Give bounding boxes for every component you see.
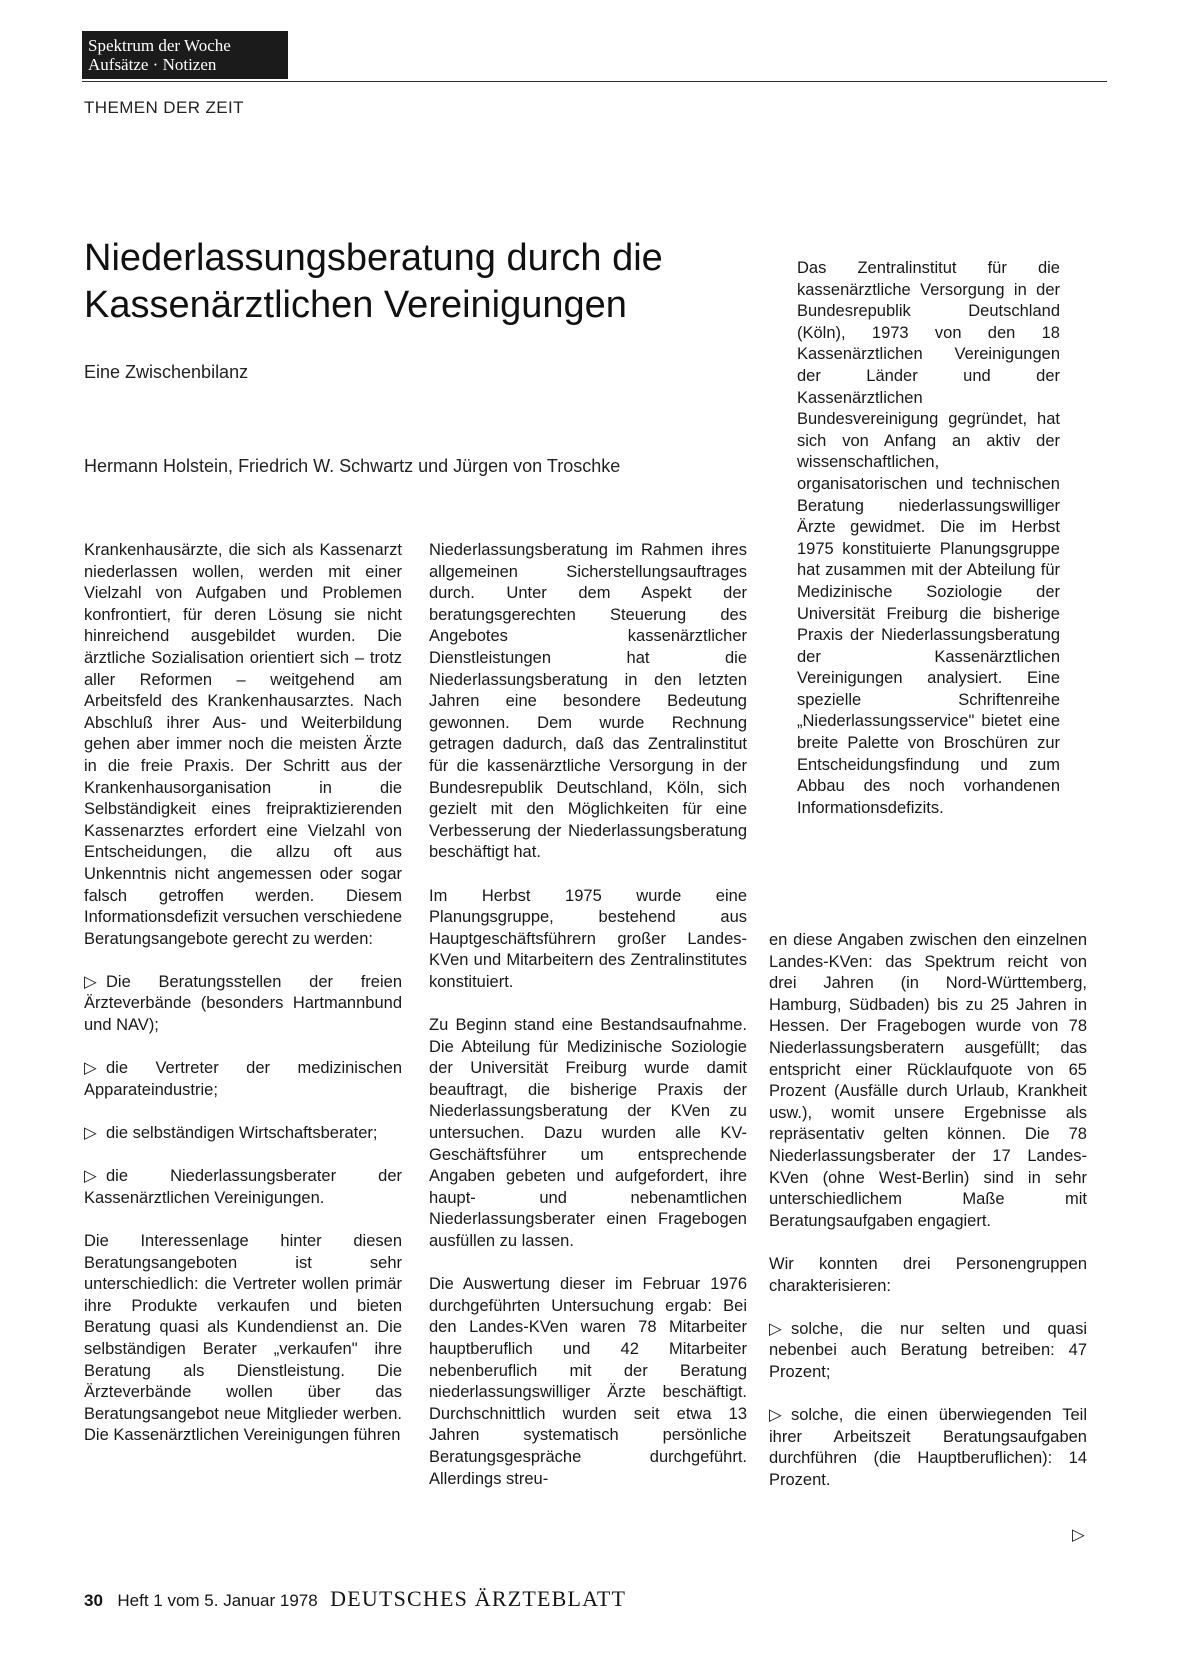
page-footer	[84, 1586, 626, 1612]
article-subtitle: Eine Zwischenbilanz	[84, 362, 249, 382]
sidebar-paragraph: Das Zentralinstitut für die kassenärztliche Versorgung in der Bundesrepublik Deutschland (Köln), 1973 von den 18 Kassenärztlichen Vereinigungen der Länder und der Kassenärztlichen Bundesvereinigung gegründet, hat sich von Anfang an aktiv der wissenschaftlichen, organisatorischen und technischen Beratung niederlassungswilliger Ärzte gewidmet. Die im Herbst 1975 konstituierte Planungsgruppe hat zusammen mit der Abteilung für Medizinische Soziologie der Universität Freiburg die bisherige Praxis der Niederlassungsberatung der Kassenärztlichen Vereinigungen analysiert. Eine spezielle Schriftenreihe „Niederlassungsservice" bietet eine breite Palette von Broschüren zur Entscheidungsfindung und zum Abbau des noch vorhandenen Informationsdefizits.	[797, 259, 1060, 817]
list-item	[84, 1058, 402, 1101]
column-2	[429, 540, 747, 1490]
column-3	[769, 930, 1087, 1491]
paragraph-intro: Krankenhausärzte, die sich als Kassenarzt niederlassen wollen, werden mit einer Vielzahl von Aufgaben und Problemen konfrontiert, für deren Lösung sie nicht hinreichend ausgebildet wurden. Die ärztliche Sozialisation orientiert sich – trotz aller Reformen – weitgehend am Arbeitsfeld des Krankenhausarztes. Nach Abschluß ihrer Aus- und Weiterbildung gehen aber immer noch die meisten Ärzte in die freie Praxis. Der Schritt aus der Krankenhausorganisation in die Selbständigkeit eines freipraktizierenden Kassenarztes erfordert eine Vielzahl von Entscheidungen, die allzu oft aus Unkenntnis nicht angemessen oder sogar falsch getroffen werden. Diesem Informationsdefizit versuchen verschiedene Beratungsangebote gerecht zu werden:	[84, 541, 402, 948]
paragraph-results: en diese Angaben zwischen den einzelnen Landes-KVen: das Spektrum reicht von drei Jahren (in Nord-Württemberg, Hamburg, Südbaden) bis zu 25 Jahren in Hessen. Der Fragebogen wurde von 78 Niederlassungsberatern ausgefüllt; das entspricht einer Rücklaufquote von 65 Prozent (Ausfälle durch Urlaub, Krankheit usw.), womit unsere Ergebnisse als repräsentativ gelten können. Die 78 Niederlassungsberater der 17 Landes-KVen (ohne West-Berlin) sind in sehr unterschiedlichem Maße mit Beratungsaufgaben engagiert.	[769, 931, 1087, 1230]
triangle-bullet-icon: ▷	[84, 1059, 97, 1078]
list-item	[84, 972, 402, 1037]
list-item	[769, 1405, 1087, 1491]
list-item-text: solche, die einen überwiegenden Teil ihrer Arbeitszeit Beratungsaufgaben durchführen (die Hauptberuflichen): 14 Prozent.	[769, 1406, 1087, 1489]
triangle-bullet-icon: ▷	[769, 1319, 782, 1338]
list-item	[84, 1166, 402, 1209]
journal-name: DEUTSCHES ÄRZTEBLATT	[330, 1586, 627, 1611]
list-item-text: die selbständigen Wirtschaftsberater;	[106, 1124, 378, 1143]
paragraph-groups: Wir konnten drei Personengruppen charakterisieren:	[769, 1254, 1087, 1295]
list-item-text: die Vertreter der medizinischen Apparateindustrie;	[84, 1059, 402, 1099]
page-number: 30	[84, 1591, 103, 1610]
paragraph-interests: Die Interessenlage hinter diesen Beratungsangeboten ist sehr unterschiedlich: die Vertreter wollen primär ihre Produkte verkaufen und bieten Beratung quasi als Kundendienst an. Die selbständigen Berater „verkaufen" ihre Beratung als Dienstleistung. Die Ärzteverbände wollen über das Beratungsangebot neue Mitglieder werben. Die Kassenärztlichen Vereinigungen führen	[84, 1232, 402, 1445]
triangle-bullet-icon: ▷	[769, 1406, 782, 1425]
list-item	[769, 1319, 1087, 1384]
issue-info: Heft 1 vom 5. Januar 1978	[117, 1591, 318, 1610]
paragraph-planning-group: Im Herbst 1975 wurde eine Planungsgruppe, bestehend aus Hauptgeschäftsführern großer Landes-KVen und Mitarbeitern des Zentralinstitutes konstituiert.	[429, 886, 747, 991]
article-title: Niederlassungsberatung durch die Kassenärztlichen Vereinigungen	[84, 237, 663, 326]
badge-line-2: Aufsätze · Notizen	[88, 55, 217, 74]
list-item-text: Die Beratungsstellen der freien Ärzteverbände (besonders Hartmannbund und NAV);	[84, 972, 402, 1035]
article-authors: Hermann Holstein, Friedrich W. Schwartz und Jürgen von Troschke	[84, 456, 621, 476]
list-item-text: solche, die nur selten und quasi nebenbei auch Beratung betreiben: 47 Prozent;	[769, 1319, 1087, 1381]
continued-arrow-icon: ▷	[1072, 1526, 1085, 1544]
list-item	[84, 1123, 402, 1145]
section-badge	[82, 31, 288, 79]
triangle-bullet-icon: ▷	[84, 1124, 97, 1143]
section-label: THEMEN DER ZEIT	[84, 98, 244, 117]
badge-line-1: Spektrum der Woche	[88, 36, 231, 55]
triangle-bullet-icon: ▷	[84, 972, 97, 991]
header-rule	[82, 81, 1107, 82]
triangle-bullet-icon: ▷	[84, 1167, 97, 1186]
list-item-text: die Niederlassungsberater der Kassenärztlichen Vereinigungen.	[84, 1167, 402, 1207]
sidebar-note	[797, 258, 1060, 819]
paragraph-mandate: Niederlassungsberatung im Rahmen ihres allgemeinen Sicherstellungsauftrages durch. Unter dem Aspekt der beratungsgerechten Steuerung des Angebotes kassenärztlicher Dienstleistungen hat die Niederlassungsberatung in den letzten Jahren eine besondere Bedeutung gewonnen. Dem wurde Rechnung getragen dadurch, daß das Zentralinstitut für die kassenärztliche Versorgung in der Bundesrepublik Deutschland, Köln, sich gezielt mit den Möglichkeiten für eine Verbesserung der Niederlassungsberatung beschäftigt hat.	[429, 541, 747, 862]
paragraph-evaluation: Die Auswertung dieser im Februar 1976 durchgeführten Untersuchung ergab: Bei den Landes-KVen waren 78 Mitarbeiter hauptberuflich und 42 Mitarbeiter nebenberuflich mit der Beratung niederlassungswilliger Ärzte beschäftigt. Durchschnittlich wurden seit etwa 13 Jahren systematisch persönliche Beratungsgespräche durchgeführt. Allerdings streu-	[429, 1275, 747, 1488]
paragraph-inventory: Zu Beginn stand eine Bestandsaufnahme. Die Abteilung für Medizinische Soziologie der Universität Freiburg wurde damit beauftragt, die bisherige Praxis der Niederlassungsberatung der KVen zu untersuchen. Dazu wurden alle KV-Geschäftsführer um entsprechende Angaben gebeten und aufgefordert, ihre haupt- und nebenamtlichen Niederlassungsberater einen Fragebogen ausfüllen zu lassen.	[429, 1016, 747, 1250]
column-1	[84, 540, 402, 1447]
